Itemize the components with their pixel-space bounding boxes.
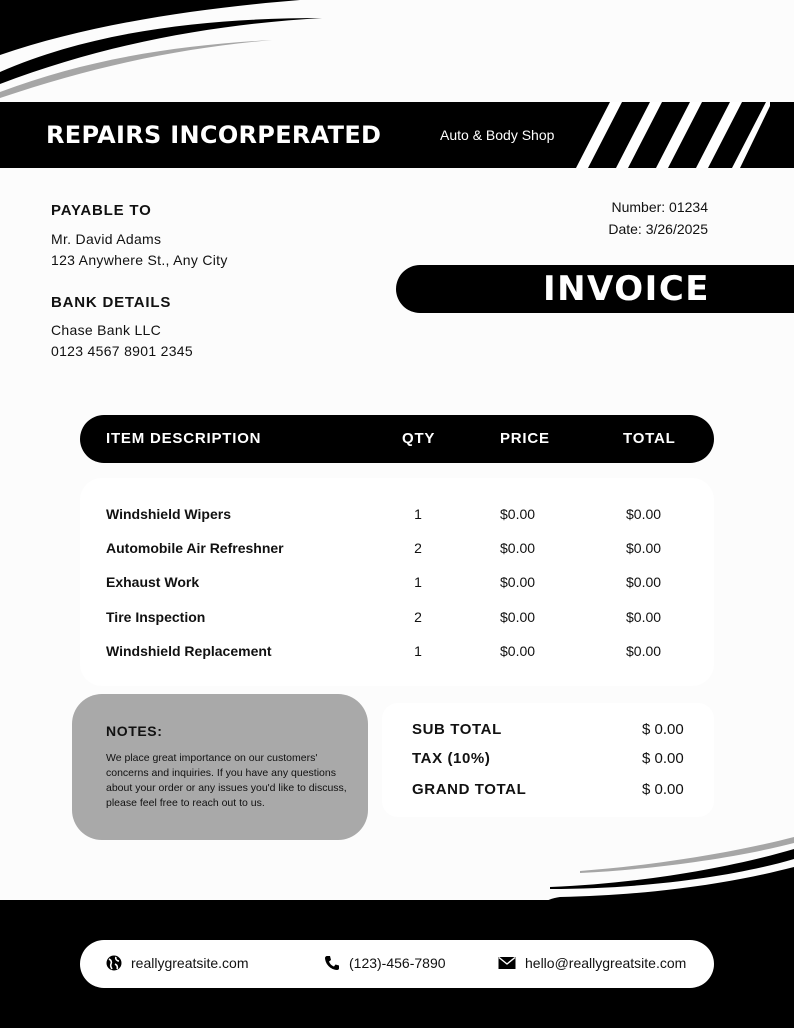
item-price: $0.00 [500, 506, 536, 522]
payable-to-name: Mr. David Adams [51, 231, 162, 247]
column-header-total: TOTAL [623, 430, 676, 447]
column-header-qty: QTY [402, 430, 436, 447]
header-stripes-decoration [570, 102, 770, 168]
bank-details-title: BANK DETAILS [51, 294, 172, 311]
notes-box [72, 694, 368, 840]
table-row [80, 643, 714, 663]
grand-total-value: $ 0.00 [642, 781, 684, 798]
tax-label: TAX (10%) [412, 750, 491, 767]
item-total: $0.00 [626, 643, 662, 659]
column-header-price: PRICE [500, 430, 550, 447]
bank-name: Chase Bank LLC [51, 322, 162, 338]
globe-icon [106, 955, 122, 971]
payable-to-address: 123 Anywhere St., Any City [51, 252, 228, 268]
phone-text: (123)-456-7890 [349, 955, 446, 971]
notes-body: We place great importance on our customers' concerns and inquiries. If you have any questions about your order or any issues you'd like to discuss, please feel free to reach out to us. [106, 752, 347, 809]
item-description: Tire Inspection [106, 609, 206, 625]
contact-website[interactable] [106, 955, 249, 971]
item-description: Exhaust Work [106, 574, 200, 590]
contact-phone[interactable] [324, 955, 446, 971]
email-text: hello@reallygreatsite.com [525, 955, 687, 971]
totals-card [382, 703, 714, 817]
item-qty: 1 [414, 574, 422, 590]
item-price: $0.00 [500, 609, 536, 625]
table-row [80, 506, 714, 526]
brand-tagline: Auto & Body Shop [440, 127, 555, 143]
item-description: Windshield Wipers [106, 506, 231, 522]
tax-value: $ 0.00 [642, 750, 684, 767]
grand-total-label: GRAND TOTAL [412, 781, 527, 798]
item-qty: 2 [414, 540, 422, 556]
item-qty: 1 [414, 643, 422, 659]
payable-to-title: PAYABLE TO [51, 202, 152, 219]
item-qty: 2 [414, 609, 422, 625]
column-header-description: ITEM DESCRIPTION [106, 430, 262, 447]
envelope-icon [498, 956, 516, 970]
item-total: $0.00 [626, 506, 662, 522]
item-description: Automobile Air Refreshner [106, 540, 284, 556]
invoice-title: INVOICE [542, 269, 710, 309]
table-header [80, 415, 714, 463]
bank-account-number: 0123 4567 8901 2345 [51, 343, 193, 359]
invoice-number: Number: 01234 [611, 199, 708, 215]
item-description: Windshield Replacement [106, 643, 272, 659]
item-total: $0.00 [626, 540, 662, 556]
phone-icon [324, 955, 340, 971]
bottom-swoosh-decoration [540, 825, 794, 905]
item-price: $0.00 [500, 643, 536, 659]
top-swoosh-decoration [0, 0, 340, 100]
table-row [80, 609, 714, 629]
item-qty: 1 [414, 506, 422, 522]
sub-total-value: $ 0.00 [642, 721, 684, 738]
contact-email[interactable] [498, 955, 686, 971]
item-price: $0.00 [500, 574, 536, 590]
items-table [80, 478, 714, 686]
table-row [80, 540, 714, 560]
notes-title: NOTES: [106, 723, 163, 739]
website-text: reallygreatsite.com [131, 955, 249, 971]
sub-total-label: SUB TOTAL [412, 721, 502, 738]
table-row [80, 574, 714, 594]
invoice-meta [608, 196, 708, 240]
item-total: $0.00 [626, 609, 662, 625]
invoice-banner [396, 265, 794, 313]
invoice-date: Date: 3/26/2025 [608, 221, 708, 237]
item-price: $0.00 [500, 540, 536, 556]
footer [0, 900, 794, 1028]
brand-name: REPAIRS INCORPERATED [46, 121, 382, 149]
contact-bar [80, 940, 714, 988]
item-total: $0.00 [626, 574, 662, 590]
